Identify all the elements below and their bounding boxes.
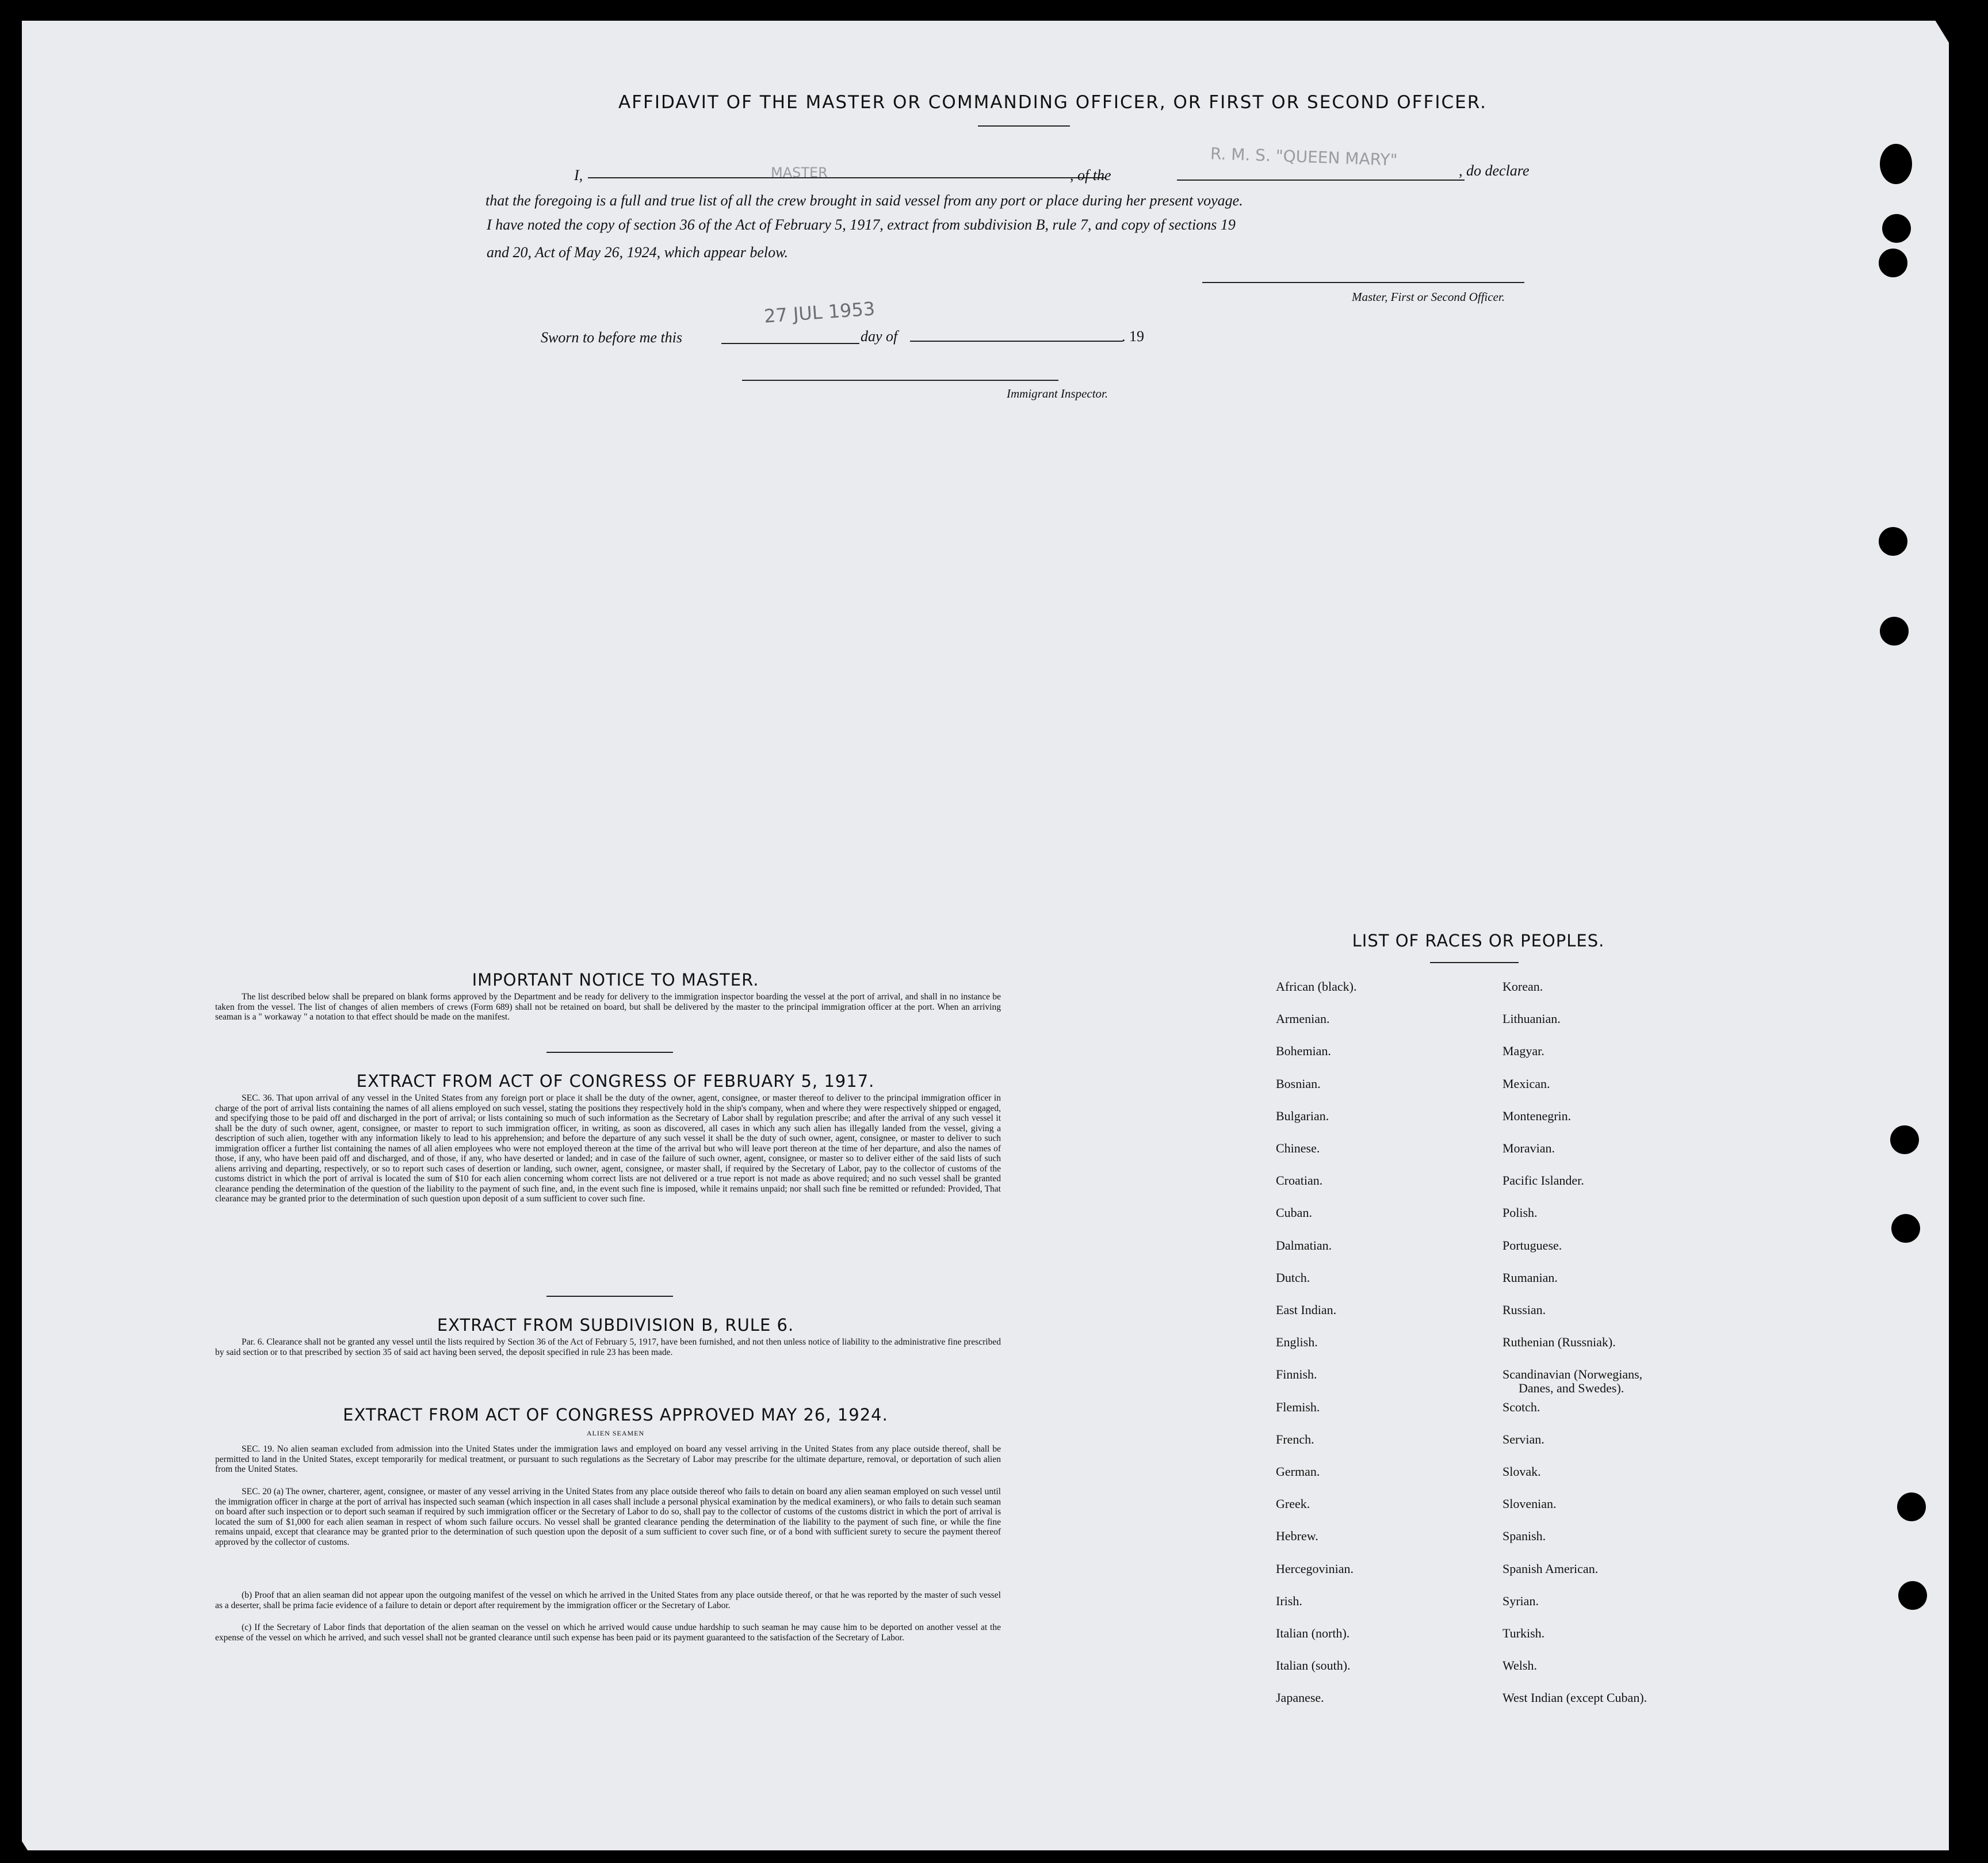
punch-hole: [1882, 214, 1911, 243]
punch-hole: [1879, 527, 1907, 556]
race-item: Bulgarian.: [1276, 1108, 1329, 1123]
race-item: Danes, and Swedes).: [1519, 1381, 1624, 1395]
race-item: Greek.: [1276, 1496, 1310, 1511]
race-item: Irish.: [1276, 1593, 1302, 1608]
signature-line: [1202, 282, 1524, 283]
day-of-label: day of: [861, 328, 898, 345]
punch-hole: [1890, 1125, 1919, 1154]
race-item: Magyar.: [1503, 1044, 1544, 1059]
sworn-day-line: [721, 343, 859, 344]
signature-caption: Master, First or Second Officer.: [1352, 290, 1505, 304]
divider: [978, 125, 1070, 127]
race-item: Syrian.: [1503, 1593, 1539, 1608]
inspector-signature-line: [742, 380, 1058, 381]
punch-hole: [1897, 1492, 1926, 1521]
affidavit-body-line-1: that the foregoing is a full and true list of all the crew brought in said vessel from any port or place during her present voyage.: [485, 192, 1243, 209]
of-the-label: , of the: [1070, 167, 1111, 184]
race-item: Dalmatian.: [1276, 1238, 1332, 1253]
race-item: Mexican.: [1503, 1076, 1550, 1091]
race-item: Pacific Islander.: [1503, 1173, 1584, 1188]
race-item: Welsh.: [1503, 1658, 1537, 1673]
race-item: Bohemian.: [1276, 1044, 1331, 1059]
extract-1917-text: SEC. 36. That upon arrival of any vessel in the United States from any foreign port or place it shall be the duty of the owner, agent, consignee, or master thereof to deliver to the principal immigration officer in charge of the port of arrival lists containing the names of all aliens employed on such vessel, stating the positions they respectively hold in the ship's company, when and where they were respectively shipped or engaged, and specifying those to be paid off and discharged in the port of arrival; or lists containing so much of such information as the Secretary of Labor shall by regulation prescribe; and after the arrival of any such vessel it shall be the duty of such owner, agent, consignee, or master to report to such immigration officer, in writing, as soon as discovered, all cases in which any such alien has illegally landed from the vessel, giving a description of such alien, together with any information likely to lead to his apprehension; and before the departure of any such vessel it shall be the duty of such owner, agent, consignee, or master to deliver to such immigration officer a further list containing the names of all alien employees who were not employed thereon at the time of the arrival but who will leave port thereon at the time of her departure, and also the names of those, if any, who have been paid off and discharged, and of those, if any, who have deserted or landed; and in case of the failure of such owner, agent, consignee, or master so to deliver either of the said lists of such aliens arriving and departing, respectively, or so to report such cases of desertion or landing, such owner, agent, consignee, or master shall, if required by the Secretary of Labor, pay to the collector of customs of the customs district in which the port of arrival is located the sum of $10 for each alien concerning whom correct lists are not delivered or a true report is not made as above required; and no such vessel shall be granted clearance pending the determination of the question of the liability to the payment of such fine, and, in the event such fine is imposed, while it remains unpaid; nor shall such fine be remitted or refunded: Provided, That clearance may be granted prior to the determination of such question upon deposit of a sum sufficient to cover such fine.: [215, 1093, 1001, 1204]
race-item: Italian (north).: [1276, 1626, 1350, 1640]
race-item: Bosnian.: [1276, 1076, 1321, 1091]
race-item: Flemish.: [1276, 1399, 1320, 1414]
race-item: English.: [1276, 1335, 1318, 1350]
divider: [1430, 962, 1519, 963]
notice-title: IMPORTANT NOTICE TO MASTER.: [472, 970, 759, 990]
race-item: Croatian.: [1276, 1173, 1323, 1188]
race-item: Russian.: [1503, 1303, 1546, 1317]
affidavit-body-line-2: I have noted the copy of section 36 of the Act of February 5, 1917, extract from subdivision B, rule 7, and copy of sections 19: [487, 216, 1236, 233]
race-item: Turkish.: [1503, 1626, 1545, 1640]
divider: [546, 1052, 673, 1053]
sworn-month-line: [910, 341, 1123, 342]
race-item: Ruthenian (Russniak).: [1503, 1335, 1616, 1350]
i-label: I,: [574, 167, 583, 184]
race-item: Polish.: [1503, 1205, 1538, 1220]
race-item: Korean.: [1503, 979, 1543, 994]
affidavit-title: AFFIDAVIT OF THE MASTER OR COMMANDING OFFICER, OR FIRST OR SECOND OFFICER.: [618, 92, 1488, 113]
extract-1924-title: EXTRACT FROM ACT OF CONGRESS APPROVED MAY 26, 1924.: [343, 1405, 888, 1425]
race-item: Rumanian.: [1503, 1270, 1558, 1285]
extract-1924-sec20a: SEC. 20 (a) The owner, charterer, agent, consignee, or master of any vessel arriving in the United States from any place outside thereof who fails to detain on board any alien seaman employed on such vessel until the immigration officer in charge at the port of arrival has inspected such seaman (which inspection in all cases shall include a personal physical examination by the medical examiners), or who fails to detain such seaman on board after such inspection or to deport such seaman if required by such immigration officer or the Secretary of Labor to do so, shall pay to the collector of customs of the customs district in which the port of arrival is located the sum of $1,000 for each alien seaman in respect of whom such failure occurs. No vessel shall be granted clearance pending the determination of the liability to the payment of such fine, or while the fine remains unpaid, except that clearance may be granted prior to the determination of such question upon the deposit of a sum sufficient to cover such fine, or of a bond with sufficient surety to secure the payment thereof approved by the collector of customs.: [215, 1487, 1001, 1547]
races-title: LIST OF RACES OR PEOPLES.: [1352, 931, 1605, 950]
extract-1924-sec19: SEC. 19. No alien seaman excluded from admission into the United States under the immigration laws and employed on board any vessel arriving in the United States from any place outside thereof, shall be permitted to land in the United States, except temporarily for medical treatment, or pursuant to such regulations as the Secretary of Labor may prescribe for the ultimate departure, removal, or deportation of such alien from the United States.: [215, 1444, 1001, 1474]
divider: [546, 1296, 673, 1297]
race-item: West Indian (except Cuban).: [1503, 1690, 1647, 1705]
race-item: Italian (south).: [1276, 1658, 1351, 1673]
date-stamp: 27 JUL 1953: [763, 297, 876, 327]
vessel-name-line: [1177, 180, 1465, 181]
race-item: Scotch.: [1503, 1399, 1540, 1414]
race-item: Slovenian.: [1503, 1496, 1557, 1511]
race-item: Japanese.: [1276, 1690, 1324, 1705]
race-item: Moravian.: [1503, 1141, 1555, 1155]
punch-hole: [1879, 249, 1907, 277]
race-item: Armenian.: [1276, 1011, 1330, 1026]
punch-hole: [1880, 144, 1912, 184]
race-item: Cuban.: [1276, 1205, 1312, 1220]
notice-text: The list described below shall be prepared on blank forms approved by the Department and be ready for delivery to the immigration inspector boarding the vessel at the port of arrival, and shall in no instance be taken from the vessel. The list of changes of alien members of crews (Form 689) shall not be retained on board, but shall be delivered by the master to the principal immigration officer at the port. When an arriving seaman is a " workaway " a notation to that effect should be made on the manifest.: [215, 992, 1001, 1022]
punch-hole: [1880, 617, 1909, 646]
sworn-label: Sworn to before me this: [541, 329, 683, 346]
master-name-line: [588, 177, 1106, 178]
subdivision-b-text: Par. 6. Clearance shall not be granted any vessel until the lists required by Section 36 of the Act of February 5, 1917, have been furnished, and not then unless notice of liability to the administrative fine prescribed by said section or to that prescribed by section 35 of said act having been served, the deposit specified in rule 23 has been made.: [215, 1337, 1001, 1357]
year-label: . 19: [1122, 328, 1144, 345]
race-item: Hebrew.: [1276, 1529, 1318, 1544]
race-item: German.: [1276, 1464, 1320, 1479]
race-item: Scandinavian (Norwegians,: [1503, 1367, 1643, 1382]
extract-1924-sec20c: (c) If the Secretary of Labor finds that deportation of the alien seaman on the vessel on which he arrived would cause undue hardship to such seaman he may cause him to be deported on another vessel at the expense of the vessel on which he arrived, and such vessel shall not be granted clearance until such expense has been paid or its payment guaranteed to the satisfaction of the Secretary of Labor.: [215, 1623, 1001, 1643]
extract-1924-sec20b: (b) Proof that an alien seaman did not appear upon the outgoing manifest of the vessel on which he arrived in the United States from any place outside thereof, or that he was reported by the master of such vessel as a deserter, shall be prima facie evidence of a failure to detain or deport after requirement by the immigration officer or the Secretary of Labor.: [215, 1590, 1001, 1610]
master-name-field: MASTER: [771, 165, 828, 181]
race-item: Slovak.: [1503, 1464, 1541, 1479]
race-item: Spanish.: [1503, 1529, 1546, 1544]
affidavit-body-line-3: and 20, Act of May 26, 1924, which appear below.: [487, 244, 789, 261]
race-item: Chinese.: [1276, 1141, 1320, 1155]
vessel-name-field: R. M. S. "QUEEN MARY": [1210, 144, 1398, 170]
race-item: Finnish.: [1276, 1367, 1317, 1382]
extract-1917-title: EXTRACT FROM ACT OF CONGRESS OF FEBRUARY 5, 1917.: [356, 1071, 875, 1091]
race-item: Portuguese.: [1503, 1238, 1562, 1253]
race-item: Montenegrin.: [1503, 1108, 1572, 1123]
race-item: Dutch.: [1276, 1270, 1310, 1285]
race-item: Servian.: [1503, 1431, 1544, 1446]
race-item: Lithuanian.: [1503, 1011, 1561, 1026]
do-declare-label: , do declare: [1459, 162, 1530, 179]
race-item: African (black).: [1276, 979, 1357, 994]
race-item: Hercegovinian.: [1276, 1561, 1354, 1576]
inspector-caption: Immigrant Inspector.: [1007, 387, 1108, 400]
extract-1924-subtitle: ALIEN SEAMEN: [586, 1429, 645, 1437]
subdivision-b-title: EXTRACT FROM SUBDIVISION B, RULE 6.: [437, 1315, 794, 1335]
race-item: French.: [1276, 1431, 1314, 1446]
punch-hole: [1898, 1581, 1927, 1610]
race-item: Spanish American.: [1503, 1561, 1599, 1576]
punch-hole: [1891, 1214, 1920, 1243]
race-item: East Indian.: [1276, 1303, 1337, 1317]
